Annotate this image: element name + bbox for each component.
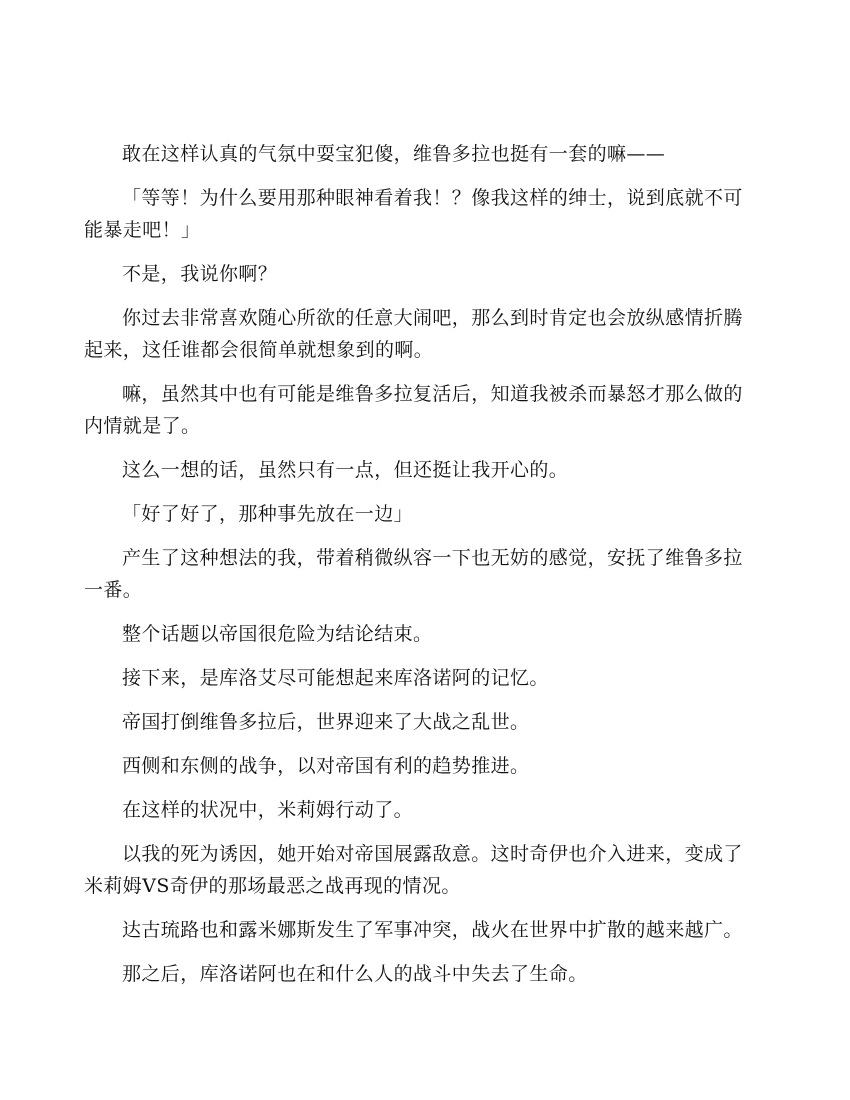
paragraph: 那之后，库洛诺阿也在和什么人的战斗中失去了生命。 [122,963,588,985]
paragraph: 你过去非常喜欢随心所欲的任意大闹吧，那么到时肯定也会放纵感情折腾起来，这任谁都会很简单就想象到的啊。 [84,307,743,361]
paragraph: 敢在这样认真的气氛中耍宝犯傻，维鲁多拉也挺有一套的嘛—— [122,143,666,165]
paragraph: 不是，我说你啊？ [122,263,278,285]
paragraph: 「等等！为什么要用那种眼神看着我！？像我这样的绅士，说到底就不可能暴走吧！」 [84,187,743,241]
text-body [84,138,756,1002]
paragraph: 接下来，是库洛艾尽可能想起来库洛诺阿的记忆。 [122,667,549,689]
paragraph: 以我的死为诱因，她开始对帝国展露敌意。这时奇伊也介入进来，变成了米莉姆VS奇伊的那场最恶之战再现的情况。 [84,843,743,897]
paragraph: 产生了这种想法的我，带着稍微纵容一下也无妨的感觉，安抚了维鲁多拉一番。 [84,547,743,601]
paragraph: 这么一想的话，虽然只有一点，但还挺让我开心的。 [122,459,569,481]
paragraph: 达古琉路也和露米娜斯发生了军事冲突，战火在世界中扩散的越来越广。 [122,919,743,941]
paragraph: 帝国打倒维鲁多拉后，世界迎来了大战之乱世。 [122,711,530,733]
paragraph: 「好了好了，那种事先放在一边」 [122,503,414,525]
paragraph: 嘛，虽然其中也有可能是维鲁多拉复活后，知道我被杀而暴怒才那么做的内情就是了。 [84,383,743,437]
paragraph: 在这样的状况中，米莉姆行动了。 [122,799,414,821]
paragraph: 整个话题以帝国很危险为结论结束。 [122,623,433,645]
paragraph: 西侧和东侧的战争，以对帝国有利的趋势推进。 [122,755,530,777]
